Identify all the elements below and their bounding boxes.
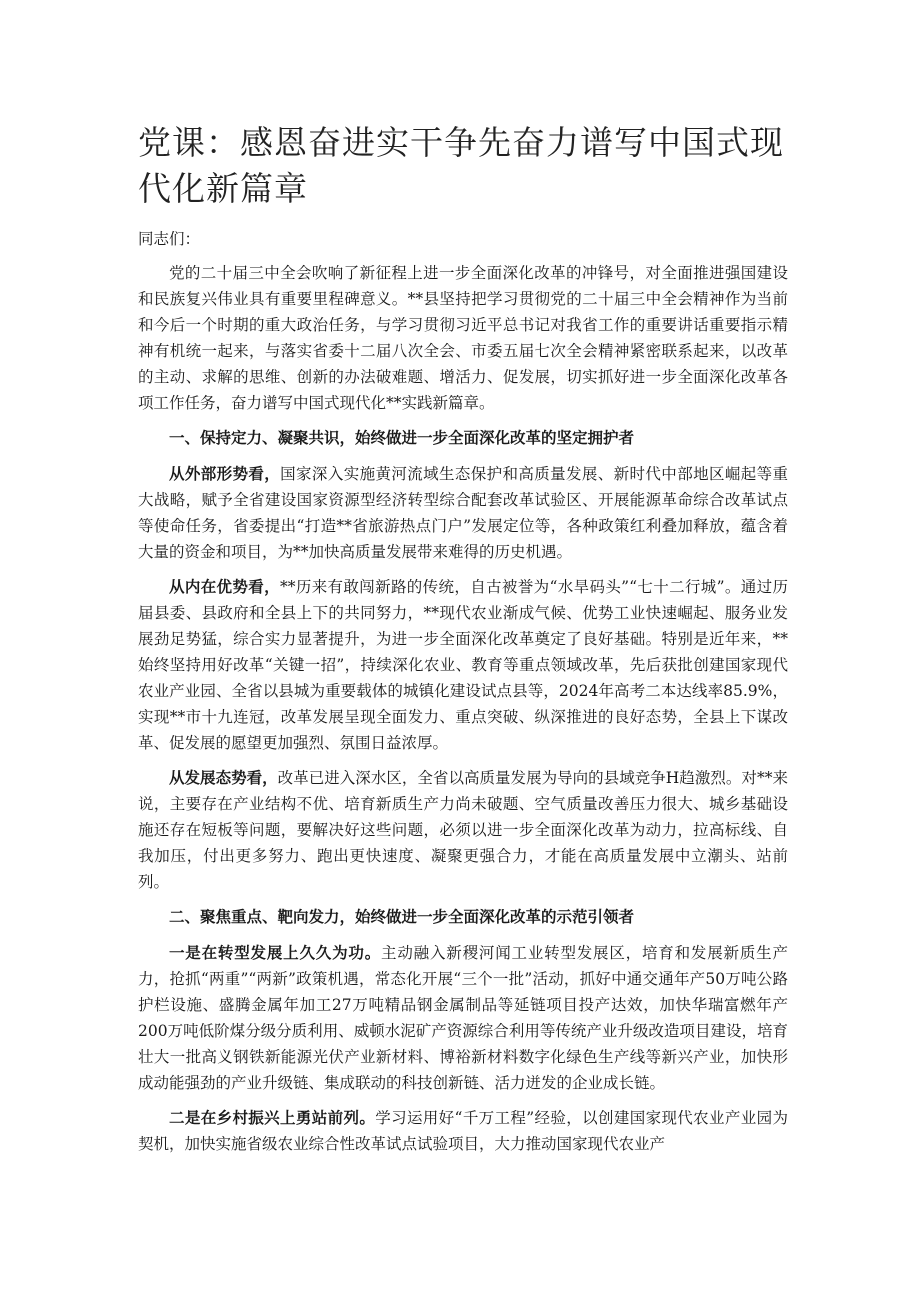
paragraph-body: 主动融入新稷河闻工业转型发展区，培育和发展新质生产力，抢抓“两重”“两新”政策机遇，常态化开展“三个一批”活动，抓好中通交通年产50万吨公路护栏设施、盛腾金属年加工27万吨精品钢金属制品等延链项目投产达效，加快华瑞富燃年产200万吨低阶煤分级分质利用、威顿水泥矿产资源综合利用等传统产业升级改造项目建设，培育壮大一批高义钢铁新能源光伏产业新材料、博裕新材料数字化绿色生产线等新兴产业，加快形成动能强劲的产业升级链、集成联动的科技创新链、活力迸发的企业成长链。	[138, 944, 788, 1092]
section-1-heading: 一、保持定力、凝聚共识，始终做进一步全面深化改革的坚定拥护者	[169, 428, 635, 447]
paragraph-body: **历来有敢闯新路的传统，自古被誉为“水旱码头”“七十二行城”。通过历届县委、县政府和全县上下的共同努力，**现代农业渐成气候、优势工业快速崛起、服务业发展劲足势猛，综合实力显著提升，为进一步全面深化改革奠定了良好基础。特别是近年来，**始终坚持用好改革“关键一招”，持续深化农业、教育等重点领域改革，先后获批创建国家现代农业产业园、全省以县城为重要载体的城镇化建设试点县等，2024年高考二本达线率85.9%，实现**市十九连冠，改革发展呈现全面发力、重点突破、纵深推进的良好态势，全县上下谋改革、促发展的愿望更加强烈、氛围日益浓厚。	[138, 578, 788, 752]
document-title: 党课：感恩奋进实干争先奋力谱写中国式现代化新篇章	[138, 123, 784, 208]
paragraph-lead: 从发展态势看，	[169, 768, 278, 787]
paragraph-lead: 一是在转型发展上久久为功。	[169, 943, 382, 962]
paragraph-body: 改革已进入深水区，全省以高质量发展为导向的县域竞争H趋激烈。对**来说，主要存在产业结构不优、培育新质生产力尚未破题、空气质量改善压力很大、城乡基础设施还存在短板等问题，要解决好这些问题，必须以进一步全面深化改革为动力，拉高标线、自我加压，付出更多努力、跑出更快速度、凝聚更强合力，才能在高质量发展中立潮头、站前列。	[138, 769, 788, 891]
section-2-paragraph-1	[138, 940, 788, 1096]
section-2-paragraph-2	[138, 1105, 788, 1157]
paragraph-body: 学习运用好“千万工程”经验，以创建国家现代农业产业园为契机，加快实施省级农业综合性改革试点试验项目，大力推动国家现代农业产	[138, 1109, 788, 1153]
section-1-paragraph-3	[138, 765, 788, 895]
paragraph-lead: 从外部形势看，	[169, 464, 281, 483]
document-page	[138, 120, 788, 1166]
intro-paragraph: 党的二十届三中全会吹响了新征程上进一步全面深化改革的冲锋号，对全面推进强国建设和民族复兴伟业具有重要里程碑意义。**县坚持把学习贯彻党的二十届三中全会精神作为当前和今后一个时期的重大政治任务，与学习贯彻习近平总书记对我省工作的重要讲话重要指示精神有机统一起来，与落实省委十二届八次全会、市委五届七次全会精神紧密联系起来，以改革的主动、求解的思维、创新的办法破难题、增活力、促发展，切实抓好进一步全面深化改革各项工作任务，奋力谱写中国式现代化**实践新篇章。	[138, 264, 788, 412]
section-1-paragraph-1	[138, 461, 788, 565]
paragraph-lead: 从内在优势看，	[169, 577, 280, 596]
paragraph-body: 国家深入实施黄河流域生态保护和高质量发展、新时代中部地区崛起等重大战略，赋予全省建设国家资源型经济转型综合配套改革试验区、开展能源革命综合改革试点等使命任务，省委提出“打造**省旅游热点门户”发展定位等，各种政策红利叠加释放，蕴含着大量的资金和项目，为**加快高质量发展带来难得的历史机遇。	[138, 465, 788, 561]
section-1-paragraph-2	[138, 574, 788, 756]
section-2-heading: 二、聚焦重点、靶向发力，始终做进一步全面深化改革的示范引领者	[169, 907, 635, 926]
salutation: 同志们：	[138, 230, 201, 248]
paragraph-lead: 二是在乡村振兴上勇站前列。	[169, 1108, 376, 1127]
